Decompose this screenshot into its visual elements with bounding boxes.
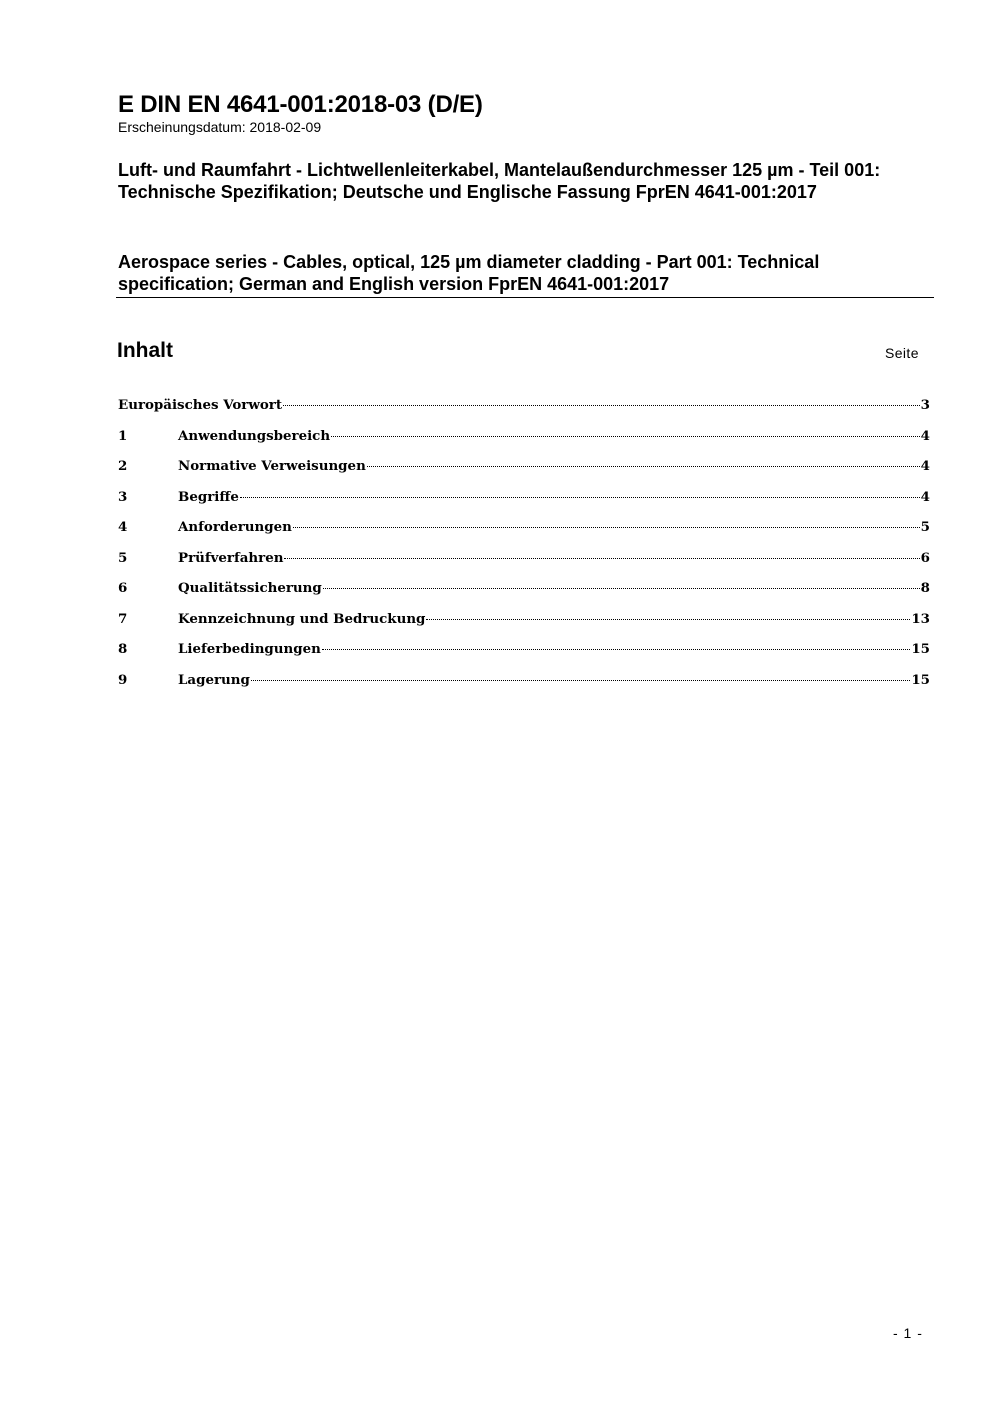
toc-entry-title: Qualitätssicherung (178, 580, 322, 596)
toc-entry-page: 13 (911, 610, 930, 627)
toc-entry-number: 3 (118, 488, 128, 505)
toc-entry-title: Anforderungen (178, 519, 292, 535)
toc-entry-7[interactable] (118, 607, 930, 638)
toc-entry-page: 4 (920, 427, 930, 444)
toc-dot-leader (284, 558, 919, 559)
toc-entry-page: 3 (920, 397, 930, 413)
toc-entry-page: 6 (920, 549, 930, 566)
toc-entry-page: 4 (920, 488, 930, 505)
toc-entry-title: Anwendungsbereich (178, 427, 331, 444)
toc-entry-page: 5 (920, 519, 930, 535)
publication-date: Erscheinungsdatum: 2018-02-09 (118, 119, 322, 135)
toc-entry-title: Europäisches Vorwort (118, 397, 283, 413)
toc-dot-leader (283, 405, 920, 406)
toc-dot-leader (251, 680, 910, 681)
toc-entry-number: 7 (118, 610, 128, 627)
toc-heading: Inhalt (117, 339, 173, 362)
toc-entry-page: 15 (911, 671, 930, 688)
toc-entry-foreword[interactable] (118, 393, 930, 424)
toc-entry-title: Lagerung (178, 671, 250, 688)
toc-dot-leader (426, 619, 910, 620)
toc-entry-2[interactable] (118, 454, 930, 485)
toc-entry-1[interactable] (118, 424, 930, 455)
english-title: Aerospace series - Cables, optical, 125 µm diameter cladding - Part 001: Technical specification; German and English version FprEN 4641-001:2017 (118, 252, 820, 294)
header-divider (116, 297, 934, 298)
toc-entry-3[interactable] (118, 485, 930, 516)
toc-entry-number: 1 (118, 427, 128, 444)
toc-entry-page: 15 (911, 641, 930, 657)
toc-entry-5[interactable] (118, 546, 930, 577)
document-header (118, 91, 934, 136)
toc-entry-title: Prüfverfahren (178, 549, 284, 566)
toc-dot-leader (240, 497, 920, 498)
toc-entry-page: 4 (920, 458, 930, 474)
toc-dot-leader (293, 527, 920, 528)
toc-dot-leader (323, 588, 920, 589)
document-id: E DIN EN 4641-001:2018-03 (D/E) (118, 91, 483, 118)
toc-entry-9[interactable] (118, 668, 930, 699)
toc-entry-title: Begriffe (178, 488, 239, 505)
toc-entry-number: 5 (118, 549, 128, 566)
toc-entry-number: 4 (118, 519, 128, 535)
toc-entry-6[interactable] (118, 576, 930, 607)
toc-entry-number: 2 (118, 458, 128, 474)
toc-entry-8[interactable] (118, 637, 930, 668)
toc-entry-title: Kennzeichnung und Bedruckung (178, 610, 426, 627)
toc-entry-number: 8 (118, 641, 128, 657)
table-of-contents (118, 393, 930, 698)
toc-entry-number: 6 (118, 580, 128, 596)
toc-entry-title: Lieferbedingungen (178, 641, 321, 657)
toc-dot-leader (367, 466, 920, 467)
page-number: - 1 - (893, 1325, 923, 1341)
toc-dot-leader (322, 649, 910, 650)
toc-entry-page: 8 (920, 580, 930, 596)
toc-dot-leader (331, 436, 920, 437)
german-title: Luft- und Raumfahrt - Lichtwellenleiterkabel, Mantelaußendurchmesser 125 µm - Teil 001: Technische Spezifikation; Deutsche und Englische Fassung FprEN 4641-001:2017 (118, 160, 881, 202)
toc-entry-title: Normative Verweisungen (178, 458, 366, 474)
toc-entry-4[interactable] (118, 515, 930, 546)
toc-page-label: Seite (885, 345, 919, 361)
toc-entry-number: 9 (118, 671, 128, 688)
